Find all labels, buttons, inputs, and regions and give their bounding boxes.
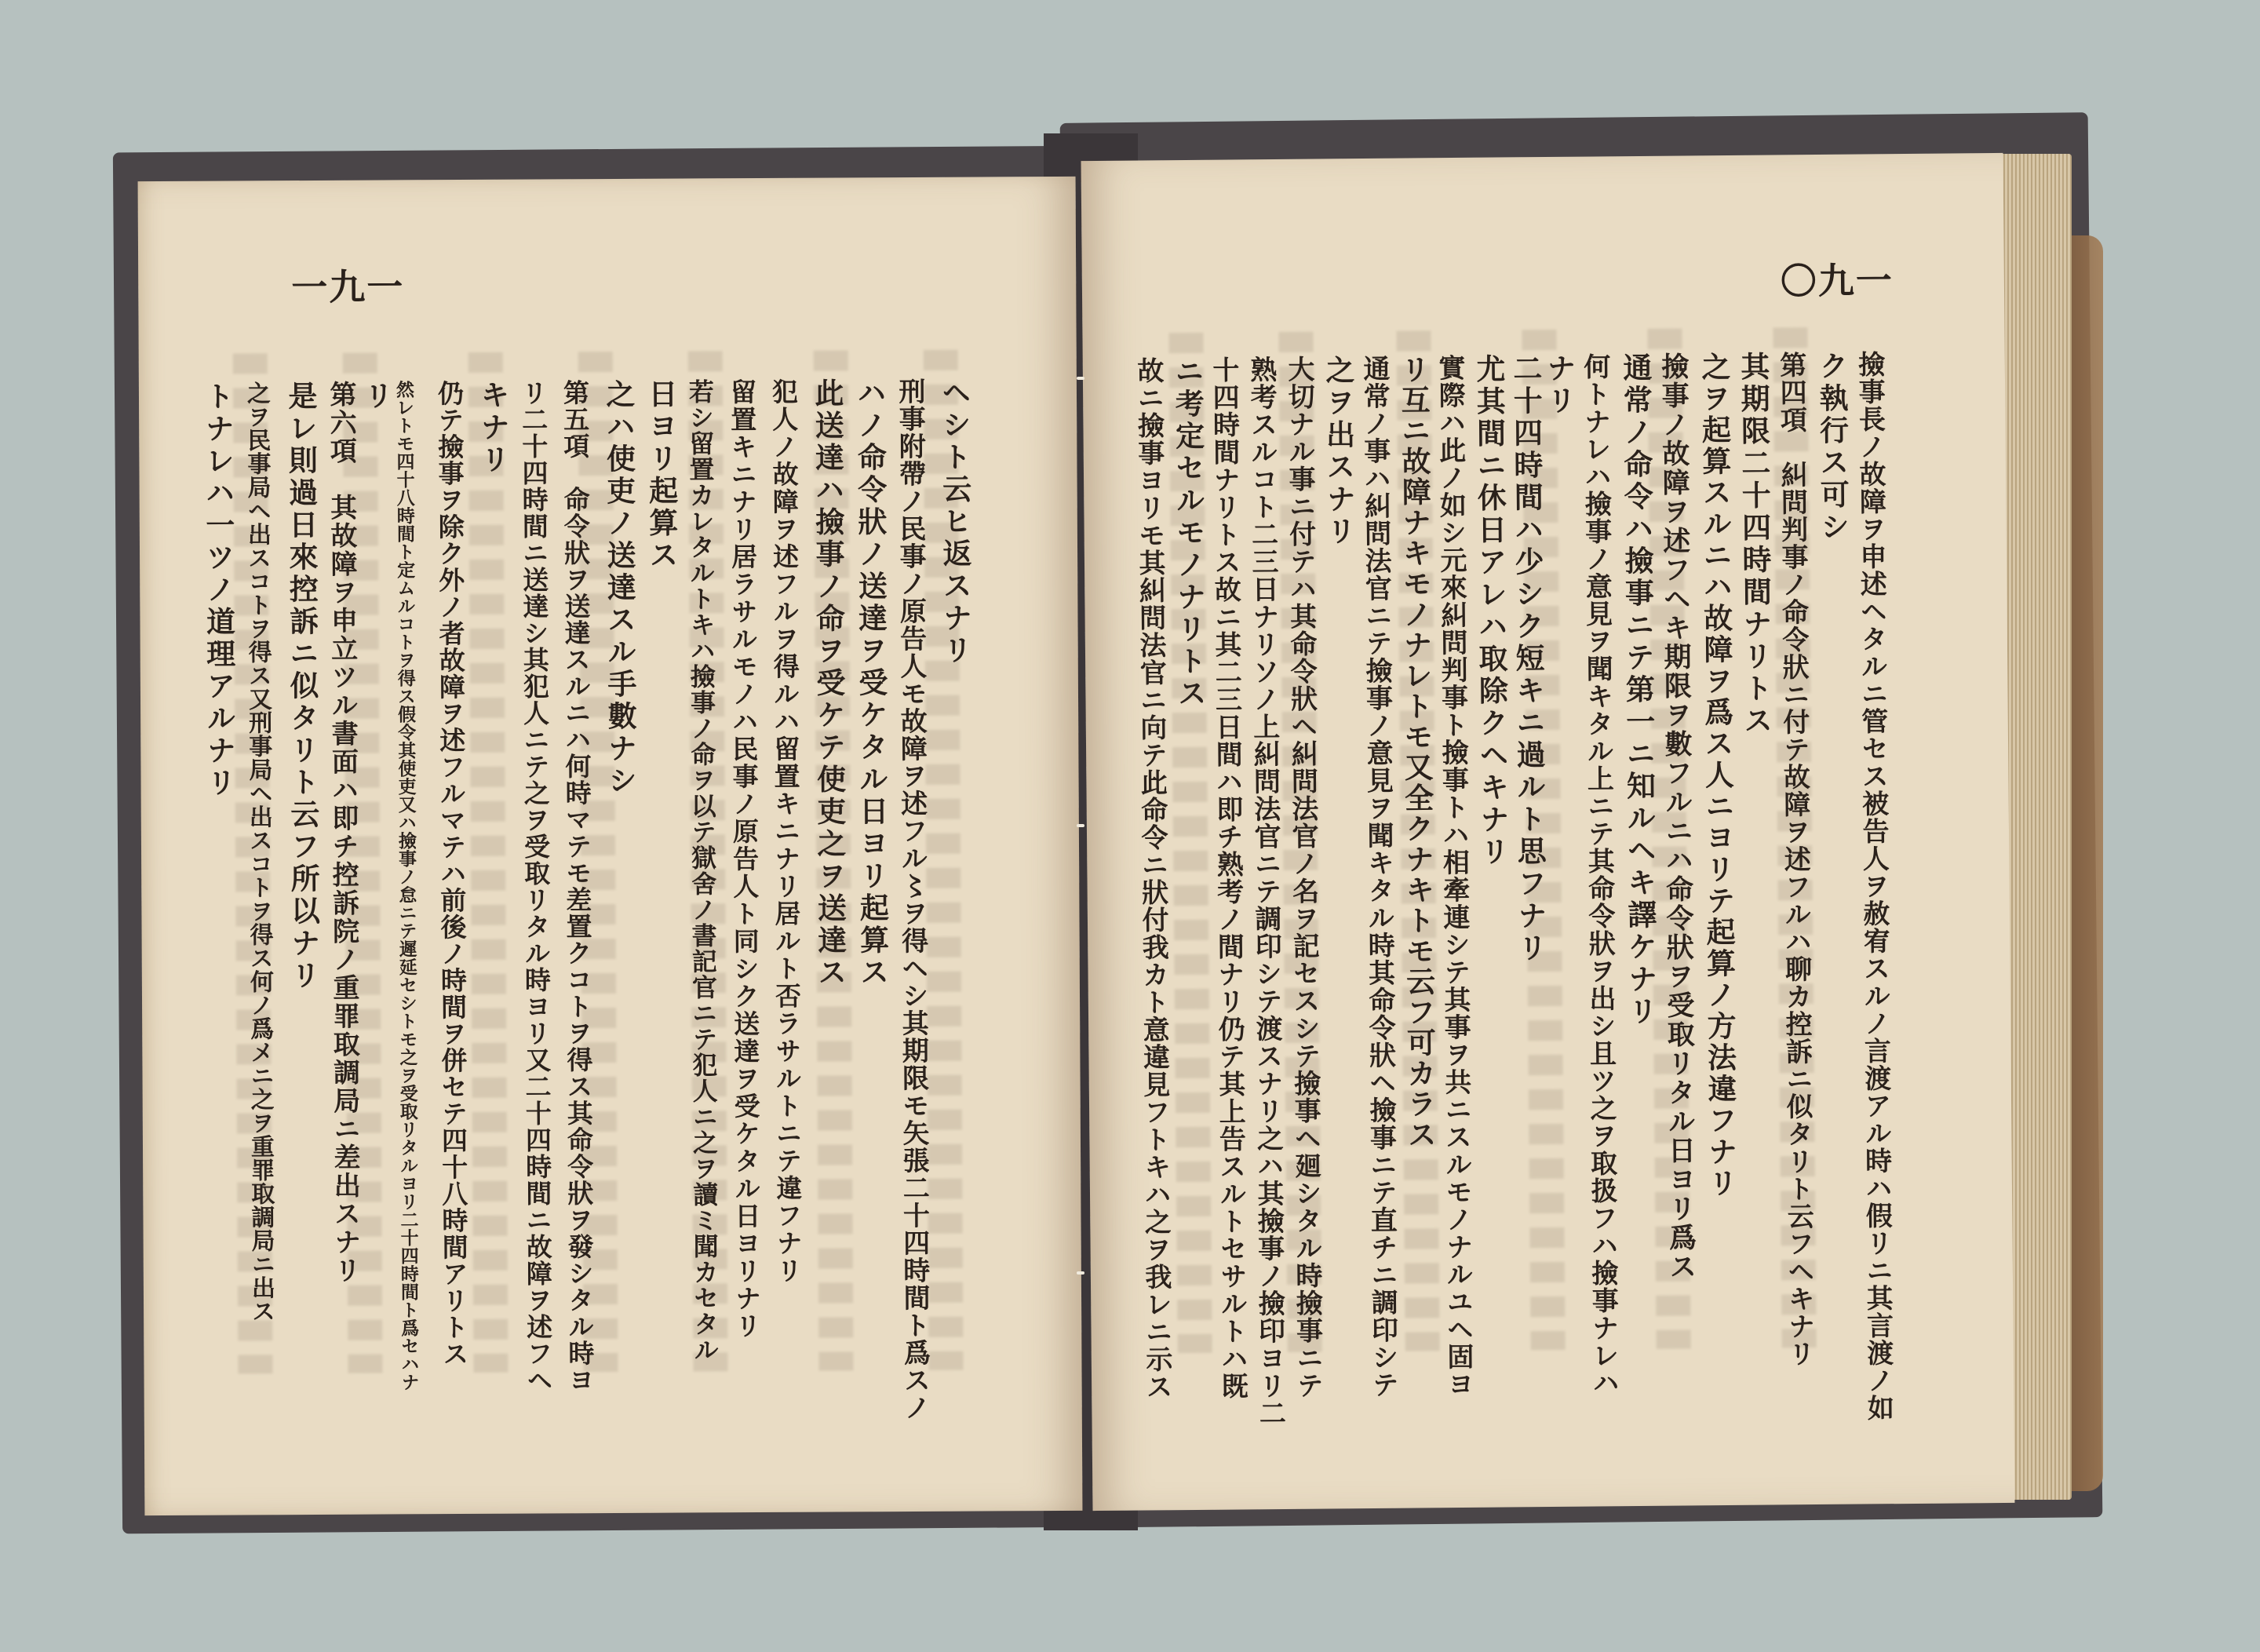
text-column: 此送達ハ撿事ノ命ヲ受ケテ使吏之ヲ送達ス xyxy=(809,377,848,990)
text-column: 實際ハ此ノ如シ元來糾問判事ト撿事トハ相牽連シテ其事ヲ共ニスルモノナルユヘ固ヨ xyxy=(1433,353,1474,1399)
text-column: 撿事ノ故障ヲ述フヘキ期限ヲ數フルニハ命令狀ヲ受取リタル日ヨリ爲ス xyxy=(1657,352,1698,1282)
text-column: 其期限二十四時間ナリトス xyxy=(1735,351,1773,738)
text-column: ナリ xyxy=(1541,352,1577,418)
text-column: 之ヲ民事局ヘ出スコトヲ得ス又刑事局ヘ出スコトヲ得ス何ノ爲メニ之ヲ重罪取調局ニ出ス xyxy=(242,381,275,1323)
text-column: キナリ xyxy=(475,379,511,476)
text-column: 撿事長ノ故障ヲ申述ヘタルニ管セス被告人ヲ赦宥スルノ言渡アル時ハ假リニ其言渡ノ如 xyxy=(1853,350,1894,1422)
text-column: 犯人ノ故障ヲ述フルヲ得ルハ留置キニナリ居ルト否ラサルトニテ違フナリ xyxy=(767,377,804,1285)
text-column: 是レ則過日來控訴ニ似タリト云フ所以ナリ xyxy=(282,380,321,993)
text-column: 故ニ撿事ヨリモ其糾問法官ニ向テ此命令ニ狀付我カト意違見フトキハ之ヲ我レニ示ス xyxy=(1132,356,1173,1401)
right-page xyxy=(1081,153,2015,1511)
text-column: 十四時間ナリトス故ニ其二三日間ハ即チ熟考ノ間ナリ仍テ其上告スルトセサルトハ既 xyxy=(1207,356,1248,1400)
text-column: 第六項 其故障ヲ申立ツル書面ハ即チ控訴院ノ重罪取調局ニ差出スナリ xyxy=(324,380,361,1285)
left-page-number: 一九一 xyxy=(291,265,405,309)
text-column: 通常ノ事ハ糾問法官ニテ撿事ノ意見ヲ聞キタル時其命令狀ヘ撿事ニテ直チニ調印シテ xyxy=(1358,354,1399,1399)
text-column: 之ハ使吏ノ送達スル手數ナシ xyxy=(600,378,638,798)
binding-stitch xyxy=(1077,824,1084,827)
text-column: ヘシト云ヒ返スナリ xyxy=(936,377,973,667)
binding-stitch xyxy=(1077,377,1084,380)
binding-stitch xyxy=(1077,1271,1084,1275)
text-column: リ二十四時間ニ送達シ其犯人ニテ之ヲ受取リタル時ヨリ又二十四時間ニ故障ヲ述フヘ xyxy=(517,379,554,1394)
text-column: 二十四時間ハ少シク短キニ過ルト思フナリ xyxy=(1507,353,1548,965)
text-column: 大切ナル事ニ付テハ其命令狀ヘ糾問法官ノ名ヲ記セスシテ撿事ヘ廻シタル時撿事ニテ xyxy=(1282,355,1324,1399)
left-page xyxy=(138,177,1083,1515)
text-column: 通常ノ命令ハ撿事ニテ第一ニ知ルヘキ譯ケナリ xyxy=(1617,352,1659,1029)
text-column: リ xyxy=(359,380,395,413)
text-column: 若シ留置カレタルトキハ撿事ノ命ヲ以テ獄舍ノ書記官ニテ犯人ニ之ヲ讀ミ聞カセタル xyxy=(684,378,720,1363)
text-column: ハノ命令狀ノ送達ヲ受ケタル日ヨリ起算ス xyxy=(851,377,890,990)
text-column: 熟考スルコト二三日ナリソノ上糾問法官ニテ調印シテ渡スナリ之ハ其撿事ノ撿印ヨリ二 xyxy=(1245,355,1286,1428)
text-column: 之ヲ起算スルニハ故障ヲ爲ス人ニヨリテ起算ノ方法違フナリ xyxy=(1696,351,1739,1200)
text-column: ニ考定セルモノナリトス xyxy=(1169,356,1208,711)
text-column: 之ヲ出スナリ xyxy=(1320,355,1357,549)
text-column: 尤其間ニ休日アレハ取除クヘキナリ xyxy=(1471,353,1511,869)
text-column: リ互ニ故障ナキモノナレトモ又全クナキトモ云フ可カラス xyxy=(1395,354,1438,1151)
text-column: 仍テ撿事ヲ除ク外ノ者故障ヲ述フルマテハ前後ノ時間ヲ併セテ四十八時間アリトス xyxy=(433,379,470,1368)
text-column: 何トナレハ撿事ノ意見ヲ聞キタル上ニテ其命令狀ヲ出シ且ツ之ヲ取扱フハ撿事ナレハ xyxy=(1578,352,1620,1397)
text-column: 然レトモ四十八時間ト定ムルコトヲ得ス假令其使吏又ハ撿事ノ怠ニテ遲延セシトモ之ヲ受取リタルヨリ二十四時間ト爲セハナ xyxy=(392,380,420,1391)
text-column: トナレハ一ツノ道理アルナリ xyxy=(199,381,237,800)
text-column: 日ヨリ起算ス xyxy=(643,378,680,572)
text-column: 留置キニナリ居ラサルモノハ民事ノ原告人ト同シク送達ヲ受ケタル日ヨリナリ xyxy=(726,378,763,1340)
right-page-number: 〇九一 xyxy=(1780,259,1894,303)
text-column: ク執行ス可シ xyxy=(1813,350,1850,545)
text-column: 第五項 命令狀ヲ送達スルニハ何時マテモ差置クコトヲ得ス其命令狀ヲ發シタル時ヨ xyxy=(559,379,596,1394)
text-column: 刑事附帶ノ民事ノ原告人モ故障ヲ述フル〻ヲ得ヘシ其期限モ矢張二十四時間ト爲スノ xyxy=(893,377,931,1422)
text-column: 第四項 糾問判事ノ命令狀ニ付テ故障ヲ述フルハ聊カ控訴ニ似タリト云フヘキナリ xyxy=(1774,351,1815,1368)
